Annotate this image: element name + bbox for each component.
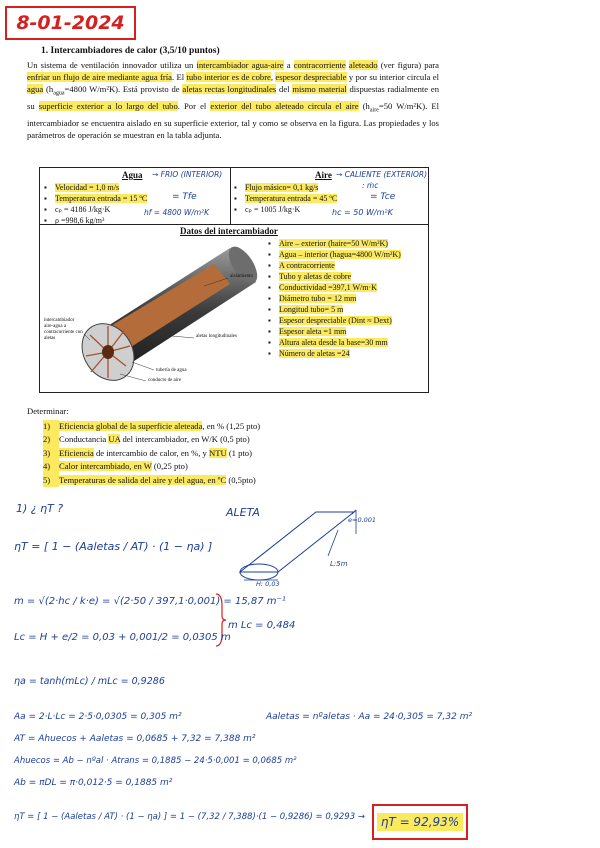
paragraph-segment: (h <box>43 84 54 95</box>
aire-list <box>234 182 337 215</box>
data-list-item: ▪ A contracorriente <box>268 260 401 271</box>
exchanger-figure <box>44 234 266 390</box>
figure-label-tuberia: tubería de agua <box>156 368 187 373</box>
data-list-item: ▪ Tubo y aletas de cobre <box>268 271 401 282</box>
paragraph-segment: del <box>276 84 293 95</box>
paragraph-segment: agua <box>27 84 44 95</box>
paragraph-segment: (ver figura) para <box>377 60 439 70</box>
problem-title: 1. Intercambiadores de calor (3,5/10 puntos) <box>41 46 220 56</box>
problem-statement <box>27 59 439 142</box>
date-stamp: 8-01-2024 <box>5 6 136 40</box>
data-list-item: ▪ Longitud tubo= 5 m <box>268 304 401 315</box>
paragraph-segment: =50 W/m²K). El intercambiador se encuentra aislado en su superficie exterior, tal y como se observa en la figura. Las propiedades y los parámetros de operación se muestran en la tabla adjunta. <box>27 101 439 141</box>
data-list-item: ▪ Diámetro tubo = 12 mm <box>268 293 401 304</box>
data-list-item: ▪ Aire – exterior (haire=50 W/m²K) <box>268 238 401 249</box>
datos-list <box>268 238 401 359</box>
paragraph-segment: aire <box>369 108 379 115</box>
hw-eq-final: ηT = [ 1 − (Aaletas / AT) · (1 − ηa) ] = 1 − (7,32 / 7,388)·(1 − 0,9286) = 0,9293 → <box>14 812 365 822</box>
data-list-item: ▪ Agua – interior (hagua=4800 W/m²K) <box>268 249 401 260</box>
paragraph-segment: espesor despreciable <box>275 72 347 83</box>
paragraph-segment: =4800 W/m²K). Está provisto de <box>64 84 183 95</box>
paragraph-segment: a <box>283 60 294 70</box>
aire-ann-hc: hc = 50 W/m²K <box>332 208 393 217</box>
paragraph-segment: (h <box>358 101 370 112</box>
hw-aleta-label: ALETA <box>226 506 260 519</box>
problem-sheet <box>27 40 439 488</box>
hw-eq-Ahuecos: Ahuecos = Ab − nºal · Atrans = 0,1885 − 24·5·0,001 = 0,0685 m² <box>14 756 297 766</box>
data-list-item: ▪ Altura aleta desde la base=30 mm <box>268 337 401 348</box>
hw-eq-Aa: Aa = 2·L·Lc = 2·5·0,0305 = 0,305 m² <box>14 712 182 722</box>
paragraph-segment: dispuestas radialmente en su <box>27 84 440 112</box>
hw-aleta-e: e=0,001 <box>348 516 377 524</box>
paragraph-segment: . Por el <box>177 101 211 112</box>
figure-label-exchanger: intercambiador aire-agua a contracorriente con aletas <box>44 318 83 341</box>
data-list-item: ▪ Espesor despreciable (Dint ≈ Dext) <box>268 315 401 326</box>
hw-eq-AT: AT = Ahuecos + Aaletas = 0,0685 + 7,32 = 7,388 m² <box>14 734 256 744</box>
paragraph-segment: . El <box>171 72 187 83</box>
question-item: 1) Eficiencia global de la superficie aleteada, en % (1,25 pto) <box>43 420 260 433</box>
agua-header: Agua <box>122 170 143 180</box>
hw-eq-eta-a: ηa = tanh(mLc) / mLc = 0,9286 <box>14 676 165 687</box>
hw-aleta-h: H: 0,03 <box>256 580 280 588</box>
hw-eq-Aaletas: Aaletas = nºaletas · Aa = 24·0,305 = 7,32 m² <box>266 712 473 722</box>
paragraph-segment: agua <box>53 91 65 98</box>
data-list-item: ▪ Temperatura entrada = 15 ºC <box>44 193 147 204</box>
question-item: 5) Temperaturas de salida del aire y del agua, en ºC (0,5pto) <box>43 474 260 487</box>
data-list-item: ▪ Conductividad =397,1 W/m·K <box>268 282 401 293</box>
question-list <box>43 420 260 487</box>
question-item: 2) Conductancia UA del intercambiador, en W/K (0,5 pto) <box>43 433 260 446</box>
question-item: 4) Calor intercambiado, en W (0,25 pto) <box>43 460 260 473</box>
hw-eq-m: m = √(2·hc / k·e) = √(2·50 / 397,1·0,001) = 15,87 m⁻¹ <box>14 596 286 607</box>
paragraph-segment: tubo interior es de cobre <box>186 72 271 83</box>
data-list-item: ▪ ρ =998,6 kg/m³ <box>44 215 147 226</box>
paragraph-segment: superficie exterior a lo largo del tubo <box>38 101 178 112</box>
aire-note: → CALIENTE (EXTERIOR) <box>336 170 428 179</box>
data-list-item: ▪ cₚ = 4186 J/kg·K <box>44 204 147 215</box>
data-list-item: ▪ Espesor aleta =1 mm <box>268 326 401 337</box>
agua-note: → FRIO (INTERIOR) <box>152 170 223 179</box>
paragraph-segment: Un sistema de ventilación innovador utiliza un <box>27 60 197 70</box>
agua-list <box>44 182 147 226</box>
paragraph-segment: mismo material <box>292 84 347 95</box>
data-list-item: ▪ Temperatura entrada = 45 ºC <box>234 193 337 204</box>
data-table <box>39 167 429 393</box>
aire-ann-tce: = Tce <box>370 192 396 202</box>
datos-header: Datos del intercambiador <box>180 226 278 236</box>
data-list-item: ▪ Velocidad = 1,0 m/s <box>44 182 147 193</box>
paragraph-segment: enfriar un flujo de aire mediante agua fría <box>27 72 172 83</box>
hw-question-1: 1) ¿ ηT ? <box>16 502 64 515</box>
paragraph-segment: aletas rectas longitudinales <box>182 84 277 95</box>
paragraph-segment: contracorriente <box>293 60 346 70</box>
paragraph-segment: , <box>270 72 276 83</box>
aire-header: Aire <box>315 170 332 180</box>
agua-ann-tfe: = Tfe <box>172 192 197 202</box>
paragraph-segment: y por su interior circula el <box>346 72 439 83</box>
hw-eq-Lc: Lc = H + e/2 = 0,03 + 0,001/2 = 0,0305 m <box>14 632 231 643</box>
result-box <box>372 804 468 840</box>
agua-ann-hf: hf = 4800 W/m²K <box>144 208 210 217</box>
question-item: 3) Eficiencia de intercambio de calor, en %, y NTU (1 pto) <box>43 447 260 460</box>
data-list-item: ▪ Flujo másico= 0,1 kg/s <box>234 182 337 193</box>
hw-eq-mLc: m Lc = 0,484 <box>228 620 296 631</box>
fin-sketch <box>234 506 364 592</box>
figure-label-aletas: aletas longitudinales <box>196 334 237 339</box>
data-list-item: ▪ cₚ = 1005 J/kg·K <box>234 204 337 215</box>
paragraph-segment: exterior del tubo aleteado circula el aire <box>210 101 359 112</box>
paragraph-segment: intercambiador agua-aire <box>196 60 284 70</box>
aire-ann-mc: : ṁc <box>362 181 379 190</box>
determinar-label: Determinar: <box>27 406 69 416</box>
result-value: ηT = 92,93% <box>377 813 463 831</box>
hw-aleta-l: L:5m <box>330 560 348 568</box>
paragraph-segment: aleteado <box>348 60 378 70</box>
hw-eq-etaT: ηT = [ 1 − (Aaletas / AT) · (1 − ηa) ] <box>14 540 213 553</box>
hw-eq-Ab: Ab = πDL = π·0,012·5 = 0,1885 m² <box>14 778 173 788</box>
data-list-item: ▪ Número de aletas =24 <box>268 348 401 359</box>
figure-label-aislamiento: aislamiento <box>230 274 254 279</box>
figure-label-conducto: conducto de aire <box>148 378 182 383</box>
